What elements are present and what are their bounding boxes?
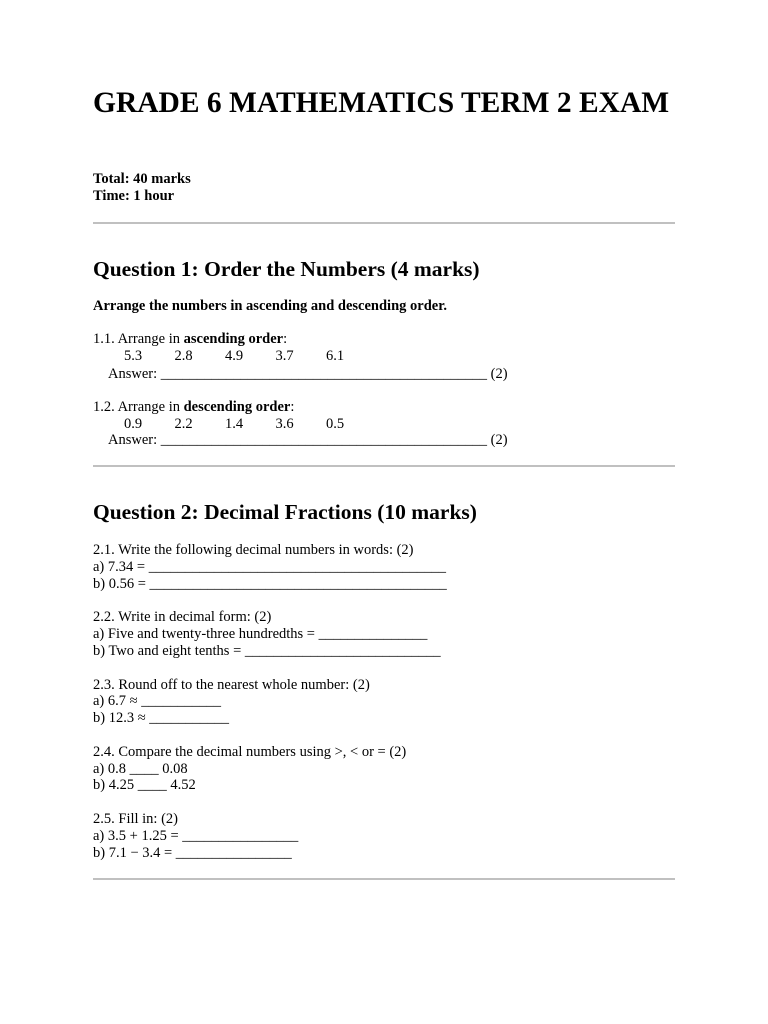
question-2-4-prompt: 2.4. Compare the decimal numbers using >, < or = (2) — [93, 744, 407, 760]
question-2-2-b: b) Two and eight tenths = ___________________________ — [93, 643, 441, 659]
question-1-instruction: Arrange the numbers in ascending and descending order. — [93, 298, 447, 314]
keyword-ascending: ascending order — [183, 331, 284, 347]
number-item: 3.7 — [275, 348, 294, 364]
question-2-1-a: a) 7.34 = _________________________________________ — [93, 559, 446, 575]
question-2-2-prompt: 2.2. Write in decimal form: (2) — [93, 609, 272, 625]
number-item: 0.9 — [124, 416, 143, 432]
number-item: 0.5 — [326, 416, 345, 432]
number-item: 4.9 — [225, 348, 244, 364]
question-2-5-b: b) 7.1 − 3.4 = ________________ — [93, 845, 292, 861]
question-1-2-numbers — [124, 416, 377, 433]
question-2-5-prompt: 2.5. Fill in: (2) — [93, 811, 178, 827]
question-1-1-numbers — [124, 348, 377, 365]
divider — [93, 465, 675, 467]
question-2-heading: Question 2: Decimal Fractions (10 marks) — [93, 500, 477, 524]
question-1-2-answer: Answer: _____________________________________________ (2) — [108, 432, 508, 448]
question-2-4-a: a) 0.8 ____ 0.08 — [93, 761, 188, 777]
question-2-4-b: b) 4.25 ____ 4.52 — [93, 777, 196, 793]
question-2-3-prompt: 2.3. Round off to the nearest whole number: (2) — [93, 677, 370, 693]
number-item: 3.6 — [275, 416, 294, 432]
question-1-1-prompt: 1.1. Arrange in ascending order: — [93, 331, 288, 347]
divider — [93, 878, 675, 880]
total-marks: Total: 40 marks — [93, 171, 191, 187]
divider — [93, 222, 675, 224]
number-item: 5.3 — [124, 348, 143, 364]
question-2-3-a: a) 6.7 ≈ ___________ — [93, 693, 221, 709]
question-2-2-a: a) Five and twenty-three hundredths = _______________ — [93, 626, 428, 642]
keyword-descending: descending order — [183, 399, 291, 415]
question-1-1-answer: Answer: _____________________________________________ (2) — [108, 366, 508, 382]
number-item: 1.4 — [225, 416, 244, 432]
question-2-1-b: b) 0.56 = _________________________________________ — [93, 576, 447, 592]
number-item: 2.2 — [174, 416, 193, 432]
question-1-heading: Question 1: Order the Numbers (4 marks) — [93, 257, 480, 281]
question-2-3-b: b) 12.3 ≈ ___________ — [93, 710, 230, 726]
exam-title: GRADE 6 MATHEMATICS TERM 2 EXAM — [93, 87, 670, 119]
question-1-2-prompt: 1.2. Arrange in descending order: — [93, 399, 295, 415]
time-limit: Time: 1 hour — [93, 188, 175, 204]
number-item: 2.8 — [174, 348, 193, 364]
question-2-5-a: a) 3.5 + 1.25 = ________________ — [93, 828, 299, 844]
question-2-1-prompt: 2.1. Write the following decimal numbers in words: (2) — [93, 542, 414, 558]
number-item: 6.1 — [326, 348, 345, 364]
